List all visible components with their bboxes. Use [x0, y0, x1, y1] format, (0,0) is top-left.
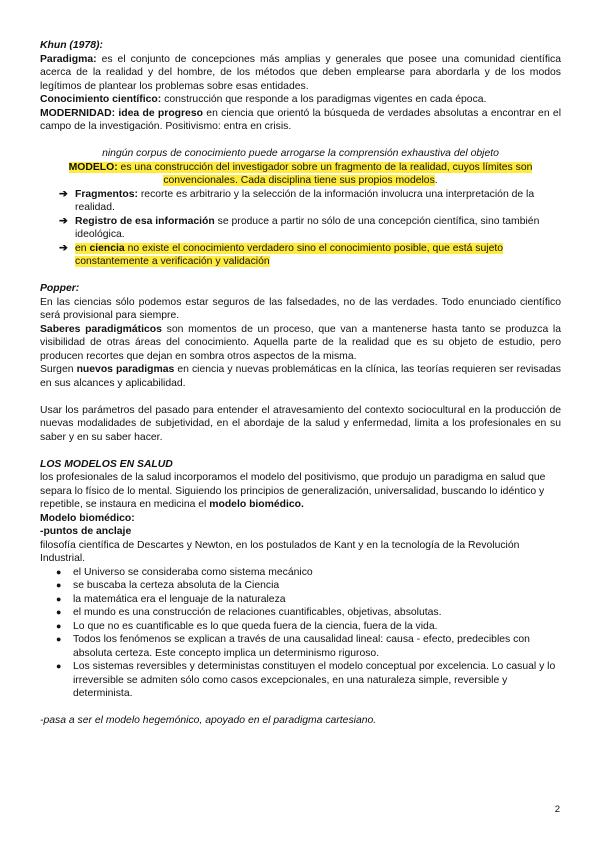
list-item: ● la matemática era el lenguaje de la naturaleza [56, 593, 286, 605]
modelos-heading: LOS MODELOS EN SALUD [40, 458, 173, 470]
arrow-icon: ➔ [59, 188, 68, 200]
bullet-icon: ● [56, 607, 62, 617]
popper-heading: Popper: [40, 283, 80, 294]
biomedico-subheading: Modelo biomédico: [40, 512, 135, 524]
page-number: 2 [554, 804, 560, 815]
document-page [40, 39, 561, 728]
modernidad-definition: MODERNIDAD: idea de progreso en ciencia que orientó la búsqueda de verdades absolutas a encontrar en el campo de la investigación. Positivismo: entra en crisis. [40, 107, 562, 132]
surgen-paragraph: Surgen nuevos paradigmas en ciencia y nuevas problemáticas en la clínica, las teorías requieren ser revisadas en sus alcances y aplicabilidad. [40, 364, 561, 389]
modelos-paragraph: los profesionales de la salud incorporamos el modelo del positivismo, que produjo un paradigma en salud que separa lo físico de lo mental. Siguiendo los principios de generalización, universalidad, buscando lo idéntico y repetible, se instaura en medicina el modelo biomédico. [40, 472, 546, 510]
bullet-icon: ● [56, 620, 62, 631]
paradigma-definition: Paradigma: es el conjunto de concepciones más amplias y generales que posee una comunidad científica acerca de la realidad y del hombre, de los métodos que deben emplearse para abordarla y de los modos legítimos de plantear los problemas sobre esas entidades. [40, 53, 561, 92]
quote-line: ningún corpus de conocimiento puede arrogarse la comprensión exhaustiva del objeto [102, 148, 499, 159]
popper-paragraph-4: Usar los parámetros del pasado para entender el atravesamiento del contexto sociocultural en la producción de nuevas modalidades de subjetividad, en el abordaje de la salud y enfermedad, limita a los profesionales en su saber y en su saber hacer. [40, 404, 561, 443]
bullet-icon: ● [56, 661, 62, 671]
arrow-icon: ➔ [59, 242, 68, 254]
anclaje-bullet-list [40, 566, 561, 701]
list-item: ● Los sistemas reversibles y deterministas constituyen el modelo conceptual por excelencia. Lo casual y lo irreversible se admiten sólo como casos excepcionales, en una naturaleza simple, reversible y determinista. [56, 661, 556, 699]
kuhn-heading: Khun (1978): [40, 40, 103, 51]
list-item: ● Todos los fenómenos se explican a través de una causalidad lineal: causa - efecto, predecibles con absoluta certeza. Este concepto implica un determinismo riguroso. [56, 634, 530, 659]
list-item: ● el mundo es una construcción de relaciones cuantificables, objetivas, absolutas. [56, 607, 442, 618]
registro-item: ➔ Registro de esa información se produce a partir no sólo de una concepción científica, sino también ideológica. [59, 215, 540, 240]
modelo-definition: MODELO: es una construcción del investigador sobre un fragmento de la realidad, cuyos límites son convencionales. Cada disciplina tiene sus propios modelos. [68, 161, 533, 186]
list-item: ● el Universo se consideraba como sistema mecánico [56, 566, 313, 578]
arrow-icon: ➔ [59, 215, 68, 227]
conocimiento-definition: Conocimiento científico: construcción que responde a los paradigmas vigentes en cada época. [40, 94, 487, 105]
ciencia-item: ➔ en ciencia no existe el conocimiento verdadero sino el conocimiento posible, que está sujeto constantemente a verificación y validación [59, 242, 504, 267]
bullet-icon: ● [56, 593, 62, 604]
anclaje-heading: -puntos de anclaje [40, 526, 132, 537]
popper-paragraph-1: En las ciencias sólo podemos estar seguros de las falsedades, no de las verdades. Todo enunciado científico será provisional para siempre. [40, 296, 561, 321]
bullet-icon: ● [56, 566, 62, 577]
bullet-icon: ● [56, 580, 62, 590]
closing-line: -pasa a ser el modelo hegemónico, apoyado en el paradigma cartesiano. [40, 715, 377, 726]
list-item: ● Lo que no es cuantificable es lo que queda fuera de la ciencia, fuera de la vida. [56, 620, 438, 632]
anclaje-paragraph: filosofía científica de Descartes y Newton, en los postulados de Kant y en la tecnología de la Revolución Industrial. [40, 539, 520, 564]
fragmentos-item: ➔ Fragmentos: recorte es arbitrario y la selección de la información involucra una interpretación de la realidad. [59, 188, 535, 213]
bullet-icon: ● [56, 634, 62, 644]
list-item: ● se buscaba la certeza absoluta de la Ciencia [56, 580, 280, 591]
saberes-paragraph: Saberes paradigmáticos son momentos de un proceso, que van a mantenerse hasta tanto se produzca la visibilidad de otras áreas del conocimiento. Aquella parte de la realidad que es su objeto de estudio, pero producen recortes que dejan en sombra otros aspectos de la misma. [40, 323, 562, 362]
